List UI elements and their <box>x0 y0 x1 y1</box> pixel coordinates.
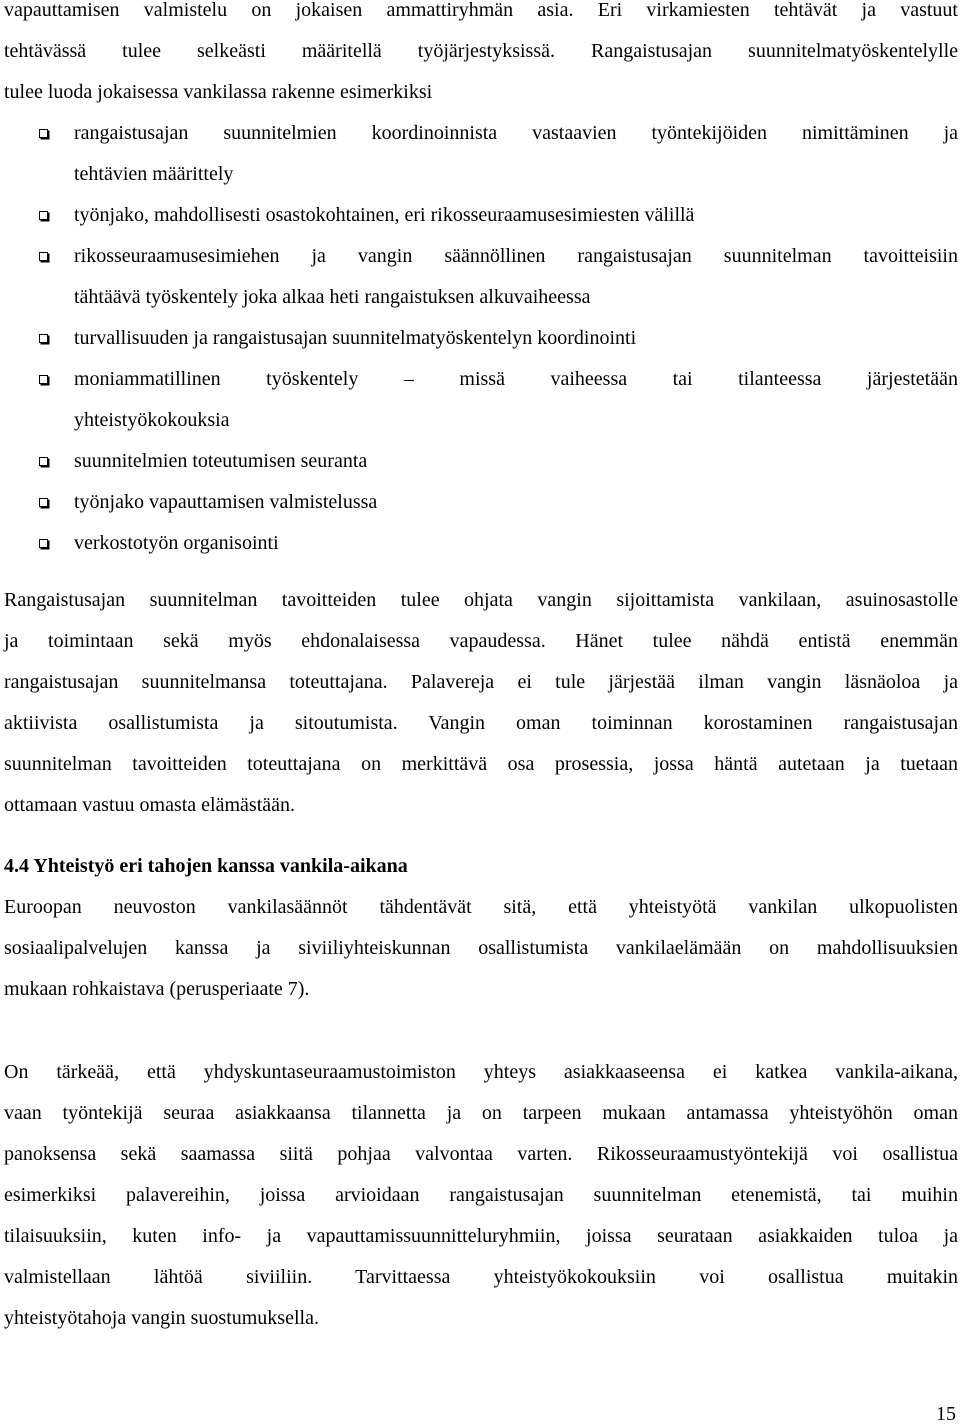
text-line: turvallisuuden ja rangaistusajan suunnitelmatyöskentelyn koordinointi <box>74 327 637 349</box>
text-line: suunnitelman tavoitteiden toteuttajana on merkittävä osa prosessia, jossa häntä autetaan ja tuetaan <box>4 753 958 775</box>
text-line: tehtävässä tulee selkeästi määritellä työjärjestyksissä. Rangaistusajan suunnitelmatyöskentelylle <box>4 40 958 62</box>
text-line: aktiivista osallistumista ja sitoutumista. Vangin oman toiminnan korostaminen rangaistusajan <box>4 712 958 734</box>
text-line: vapauttamisen valmistelu on jokaisen ammattiryhmän asia. Eri virkamiesten tehtävät ja vastuut <box>4 0 958 21</box>
checkbox-bullet-icon <box>39 457 48 466</box>
text-line: panoksensa sekä saamassa siitä pohjaa valvontaa varten. Rikosseuraamustyöntekijä voi osallistua <box>4 1143 958 1165</box>
text-line: työnjako, mahdollisesti osastokohtainen, eri rikosseuraamusesimiesten välillä <box>74 204 695 226</box>
text-line: verkostotyön organisointi <box>74 532 279 554</box>
text-line: tilaisuuksiin, kuten info- ja vapauttamissuunnitteluryhmiin, joissa seurataan asiakkaiden tuloa ja <box>4 1225 958 1247</box>
checkbox-bullet-icon <box>39 375 48 384</box>
text-line: rangaistusajan suunnitelmansa toteuttajana. Palavereja ei tule järjestää ilman vangin läsnäoloa ja <box>4 671 958 693</box>
section-paragraph <box>4 887 958 1010</box>
checkbox-bullet-icon <box>39 334 48 343</box>
section-heading: 4.4 Yhteistyö eri tahojen kanssa vankila-aikana <box>4 855 408 877</box>
list-item <box>4 441 958 482</box>
document-page <box>4 0 958 1339</box>
list-item <box>4 523 958 564</box>
text-line: esimerkiksi palavereihin, joissa arvioidaan rangaistusajan suunnitelman etenemistä, tai muihin <box>4 1184 958 1206</box>
text-line: Rangaistusajan suunnitelman tavoitteiden tulee ohjata vangin sijoittamista vankilaan, asuinosastolle <box>4 589 958 611</box>
text-line: rangaistusajan suunnitelmien koordinoinnista vastaavien työntekijöiden nimittäminen ja <box>74 122 958 144</box>
checkbox-bullet-icon <box>39 539 48 548</box>
text-line: suunnitelmien toteutumisen seuranta <box>74 450 368 472</box>
text-line: ja toimintaan sekä myös ehdonalaisessa vapaudessa. Hänet tulee nähdä entistä enemmän <box>4 630 958 652</box>
list-item <box>4 359 958 441</box>
text-line: tähtäävä työskentely joka alkaa heti rangaistuksen alkuvaiheessa <box>74 286 591 308</box>
intro-paragraph <box>4 0 958 113</box>
text-line: Euroopan neuvoston vankilasäännöt tähdentävät sitä, että yhteistyötä vankilan ulkopuolisten <box>4 896 958 918</box>
list-item <box>4 482 958 523</box>
text-line: rikosseuraamusesimiehen ja vangin säännöllinen rangaistusajan suunnitelman tavoitteisiin <box>74 245 958 267</box>
checkbox-bullet-icon <box>39 211 48 220</box>
text-line: sosiaalipalvelujen kanssa ja siviiliyhteiskunnan osallistumista vankilaelämään on mahdollisuuksien <box>4 937 958 959</box>
list-item <box>4 195 958 236</box>
list-item <box>4 113 958 195</box>
checkbox-bullet-icon <box>39 498 48 507</box>
text-line: työnjako vapauttamisen valmistelussa <box>74 491 378 513</box>
bullet-list <box>4 113 958 564</box>
text-line: valmistellaan lähtöä siviiliin. Tarvittaessa yhteistyökokouksiin voi osallistua muitakin <box>4 1266 958 1288</box>
section-paragraph <box>4 1052 958 1339</box>
text-line: moniammatillinen työskentely – missä vaiheessa tai tilanteessa järjestetään <box>74 368 958 390</box>
list-item <box>4 236 958 318</box>
goals-paragraph <box>4 580 958 826</box>
page-number: 15 <box>936 1403 956 1425</box>
text-line: tehtävien määrittely <box>74 163 234 185</box>
text-line: mukaan rohkaistava (perusperiaate 7). <box>4 978 310 1000</box>
text-line: ottamaan vastuu omasta elämästään. <box>4 794 296 816</box>
text-line: yhteistyökokouksia <box>74 409 230 431</box>
text-line: On tärkeää, että yhdyskuntaseuraamustoimiston yhteys asiakkaaseensa ei katkea vankila-aikana, <box>4 1061 958 1083</box>
checkbox-bullet-icon <box>39 129 48 138</box>
checkbox-bullet-icon <box>39 252 48 261</box>
list-item <box>4 318 958 359</box>
text-line: yhteistyötahoja vangin suostumuksella. <box>4 1307 319 1329</box>
text-line: vaan työntekijä seuraa asiakkaansa tilannetta ja on tarpeen mukaan antamassa yhteistyöhön oman <box>4 1102 958 1124</box>
text-line: tulee luoda jokaisessa vankilassa rakenne esimerkiksi <box>4 81 433 103</box>
